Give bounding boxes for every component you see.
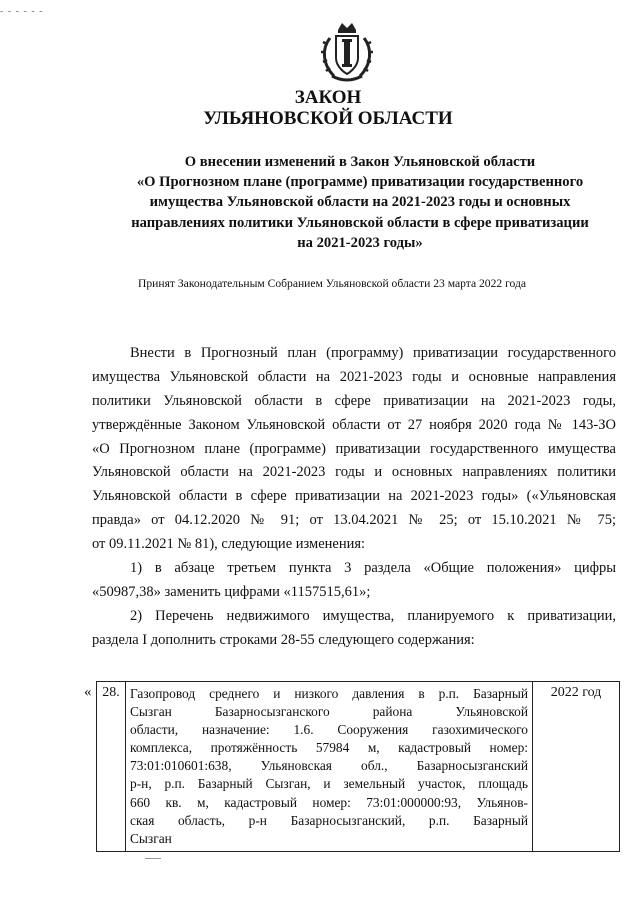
body-line: раздела I дополнить строками 28-55 следующего содержания: [92, 631, 475, 648]
description-line: Газопровод среднего и низкого давления в р.п. Базарный [130, 686, 528, 701]
body-line: утверждённые Законом Ульяновской области от 27 ноября 2020 года № 143-ЗО [92, 416, 616, 433]
body-line: «50987,38» заменить цифрами «1157515,61»; [92, 583, 371, 600]
heading-line: на 2021-2023 годы» [297, 234, 423, 251]
body-line: Ульяновской области на 2021-2023 годы и основных направлениях политики [92, 464, 616, 481]
body-text [92, 342, 616, 653]
corner-mark: - - - - - - [0, 6, 44, 17]
heading-line: О внесении изменений в Закон Ульяновской области [184, 154, 536, 170]
row-description [126, 682, 533, 852]
body-line: «О Прогнозном плане (программе) приватизации государственного имущества [92, 440, 616, 457]
law-title: ЗАКОН [294, 87, 362, 108]
page-divider [145, 858, 161, 859]
property-table [96, 681, 620, 852]
heading-line: имущества Ульяновской области на 2021-2023 годы и основных [149, 194, 571, 211]
row-year: 2022 год [533, 682, 620, 852]
open-quote: « [84, 684, 92, 700]
body-line: Внести в Прогнозный план (программу) приватизации государственного [130, 345, 616, 361]
description-line: комплекса, протяжённость 57984 м, кадастровый номер: [130, 740, 528, 756]
description-line: области, назначение: 1.6. Сооружения газохимического [130, 722, 528, 738]
heading-line: направлениях политики Ульяновской области в сфере приватизации [131, 214, 589, 231]
description-line: ская область, р-н Базарносызганский, р.п. Базарный [130, 812, 528, 828]
law-heading [100, 152, 620, 253]
body-line: правда» от 04.12.2020 № 91; от 13.04.2021 № 25; от 15.10.2021 № 75; [92, 512, 616, 529]
table-row [97, 682, 620, 852]
description-line: Сызган [130, 830, 172, 846]
heading-line: «О Прогнозном плане (программе) приватизации государственного [136, 174, 584, 191]
adoption-note: Принят Законодательным Собранием Ульяновской области 23 марта 2022 года [138, 277, 527, 290]
description-line: 660 кв. м, кадастровый номер: 73:01:000000:93, Ульянов- [130, 794, 528, 810]
row-number: 28. [97, 682, 126, 852]
description-line: Сызган Базарносызганского района Ульяновской [130, 704, 528, 720]
description-line: р-н, р.п. Базарный Сызган, и земельный участок, площадь [130, 776, 528, 792]
coat-of-arms-emblem [318, 20, 376, 86]
body-line: 2) Перечень недвижимого имущества, планируемого к приватизации, [130, 607, 616, 624]
description-line: 73:01:010601:638, Ульяновская обл., Базарносызганский [130, 758, 528, 774]
region-title: УЛЬЯНОВСКОЙ ОБЛАСТИ [203, 108, 453, 129]
body-line: имущества Ульяновской области на 2021-2023 годы и основные направления [92, 368, 616, 385]
body-line: политики Ульяновской области в сфере приватизации на 2021-2023 годы, [92, 392, 616, 409]
body-line: от 09.11.2021 № 81), следующие изменения: [92, 536, 366, 553]
body-line: 1) в абзаце третьем пункта 3 раздела «Общие положения» цифры [130, 560, 616, 577]
coat-of-arms-icon [318, 20, 376, 86]
body-line: Ульяновской области в сфере приватизации на 2021-2023 годы» («Ульяновская [92, 488, 616, 505]
